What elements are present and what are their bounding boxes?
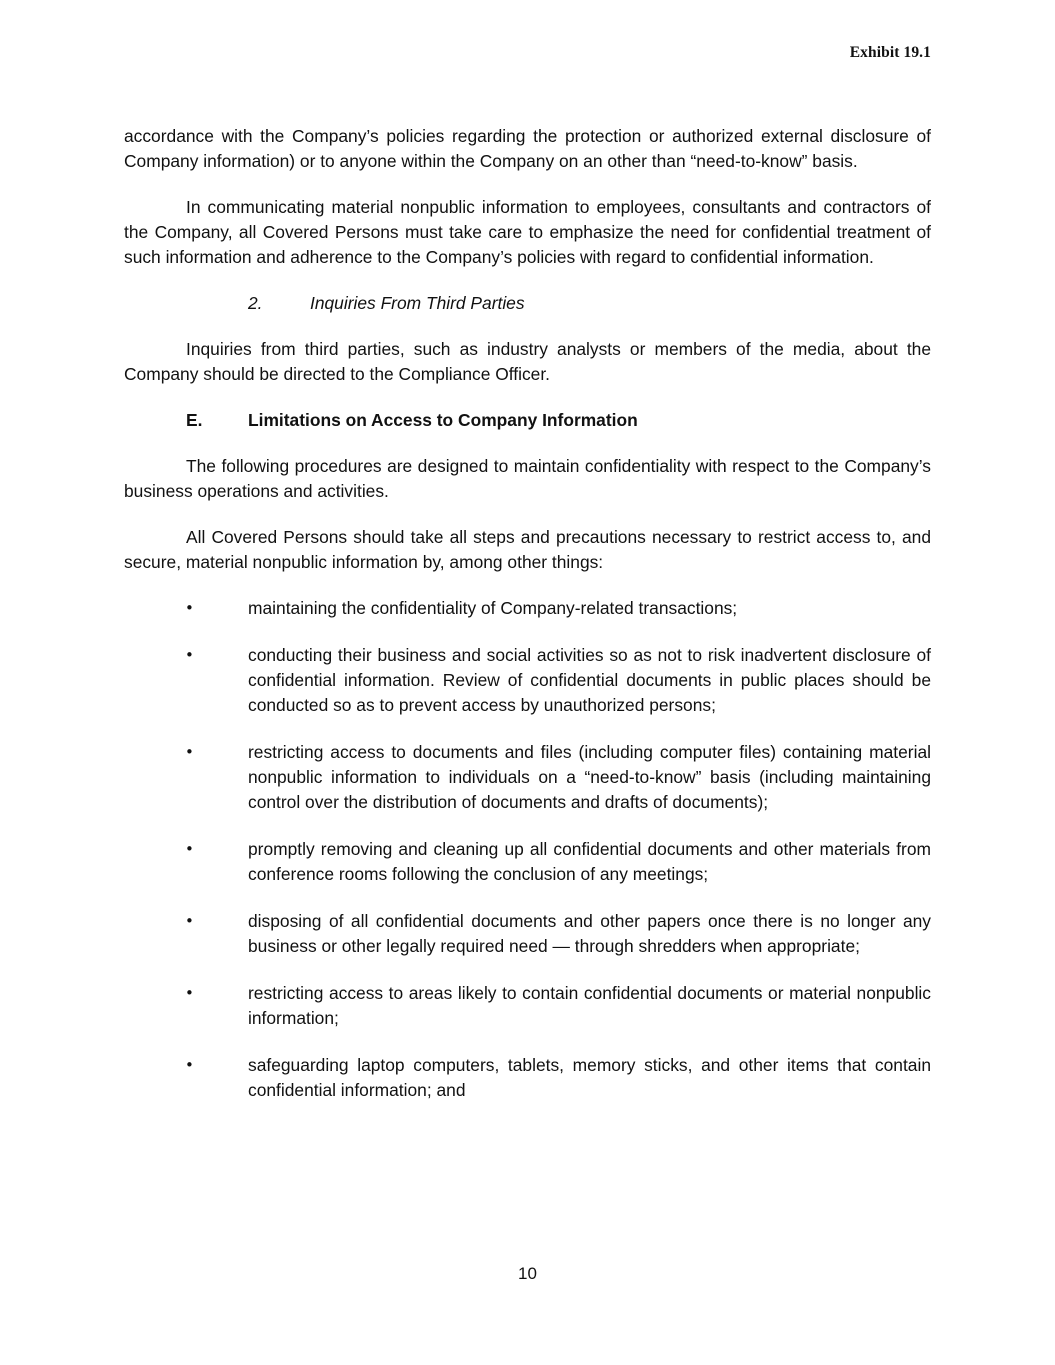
paragraph-continuation: accordance with the Company’s policies regarding the protection or authorized external disclosure of Company information) or to anyone within the Company on an other than “need-to-know” basis. [124,126,931,171]
bullet-icon: • [185,743,194,761]
section-title: Limitations on Access to Company Information [248,410,638,430]
bullet-icon: • [185,599,194,617]
list-item-text: conducting their business and social activities so as not to risk inadvertent disclosure of confidential information. Review of confidential documents in public places should be conducted so as to prevent access by unauthorized persons; [248,645,931,715]
list-item-text: promptly removing and cleaning up all confidential documents and other materials from conference rooms following the conclusion of any meetings; [248,839,931,884]
section-letter: E. [186,410,203,430]
list-item [124,837,931,887]
list-item [124,909,931,959]
document-body [124,124,931,1125]
bullet-icon: • [185,912,194,930]
list-item [124,643,931,718]
subheading-number: 2. [248,293,263,313]
paragraph-communicating: In communicating material nonpublic information to employees, consultants and contractors of the Company, all Covered Persons must take care to emphasize the need for confidential treatment of such information and adherence to the Company’s policies with regard to confidential information. [124,197,931,267]
subheading-inquiries [124,291,931,316]
list-item [124,981,931,1031]
list-item-text: restricting access to documents and files (including computer files) containing material nonpublic information to individuals on a “need-to-know” basis (including maintaining control over the distribution of documents and drafts of documents); [248,742,931,812]
paragraph-precautions: All Covered Persons should take all steps and precautions necessary to restrict access to, and secure, material nonpublic information by, among other things: [124,527,931,572]
section-heading-limitations [124,408,931,433]
bullet-icon: • [185,646,194,664]
paragraph-inquiries: Inquiries from third parties, such as industry analysts or members of the media, about the Company should be directed to the Compliance Officer. [124,339,931,384]
bullet-icon: • [185,1056,194,1074]
precautions-list [124,596,931,1103]
list-item [124,596,931,621]
list-item-text: maintaining the confidentiality of Company-related transactions; [248,598,738,618]
list-item [124,740,931,815]
page-number: 10 [518,1264,537,1283]
bullet-icon: • [185,840,194,858]
paragraph-procedures: The following procedures are designed to maintain confidentiality with respect to the Company’s business operations and activities. [124,456,931,501]
list-item-text: safeguarding laptop computers, tablets, memory sticks, and other items that contain confidential information; and [248,1055,931,1100]
list-item [124,1053,931,1103]
subheading-title: Inquiries From Third Parties [310,293,525,313]
list-item-text: restricting access to areas likely to contain confidential documents or material nonpublic information; [248,983,931,1028]
list-item-text: disposing of all confidential documents and other papers once there is no longer any business or other legally required need — through shredders when appropriate; [248,911,931,956]
bullet-icon: • [185,984,194,1002]
exhibit-label: Exhibit 19.1 [849,44,931,61]
